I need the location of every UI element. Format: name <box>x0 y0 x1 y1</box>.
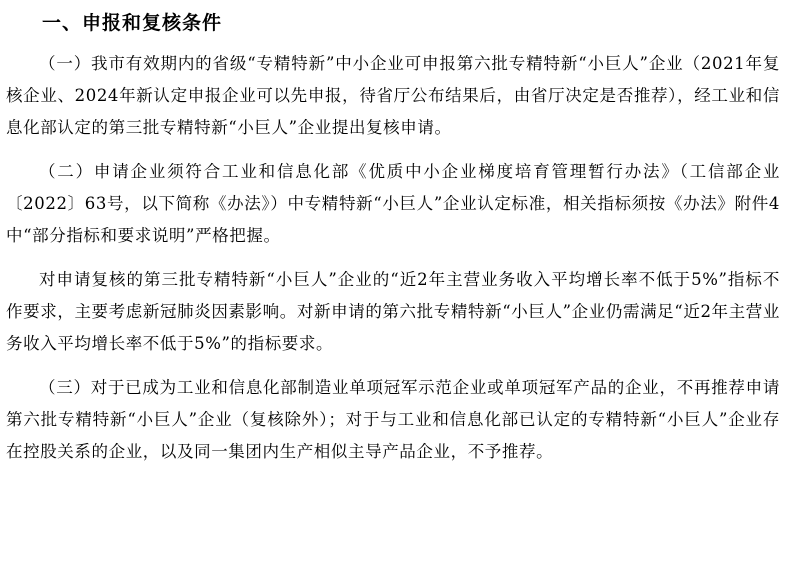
paragraph-criteria: （二）申请企业须符合工业和信息化部《优质中小企业梯度培育管理暂行办法》（工信部企业〔2022〕63号，以下简称《办法》）中专精特新“小巨人”企业认定标准，相关指标须按《办法》附件4中“部分指标和要求说明”严格把握。 <box>6 162 780 245</box>
section-heading: 一、申报和复核条件 <box>42 12 223 34</box>
paragraph-eligibility: （一）我市有效期内的省级“专精特新”中小企业可申报第六批专精特新“小巨人”企业（2021年复核企业、2024年新认定申报企业可以先申报，待省厅公布结果后，由省厅决定是否推荐），经工业和信息化部认定的第三批专精特新“小巨人”企业提出复核申请。 <box>6 54 780 137</box>
paragraph-growth-requirement: 对申请复核的第三批专精特新“小巨人”企业的“近2年主营业务收入平均增长率不低于5%”指标不作要求，主要考虑新冠肺炎因素影响。对新申请的第六批专精特新“小巨人”企业仍需满足“近2年主营业务收入平均增长率不低于5%”的指标要求。 <box>6 270 780 353</box>
paragraph-exclusions: （三）对于已成为工业和信息化部制造业单项冠军示范企业或单项冠军产品的企业，不再推荐申请第六批专精特新“小巨人”企业（复核除外）；对于与工业和信息化部已认定的专精特新“小巨人”企业存在控股关系的企业，以及同一集团内生产相似主导产品企业，不予推荐。 <box>6 378 780 461</box>
